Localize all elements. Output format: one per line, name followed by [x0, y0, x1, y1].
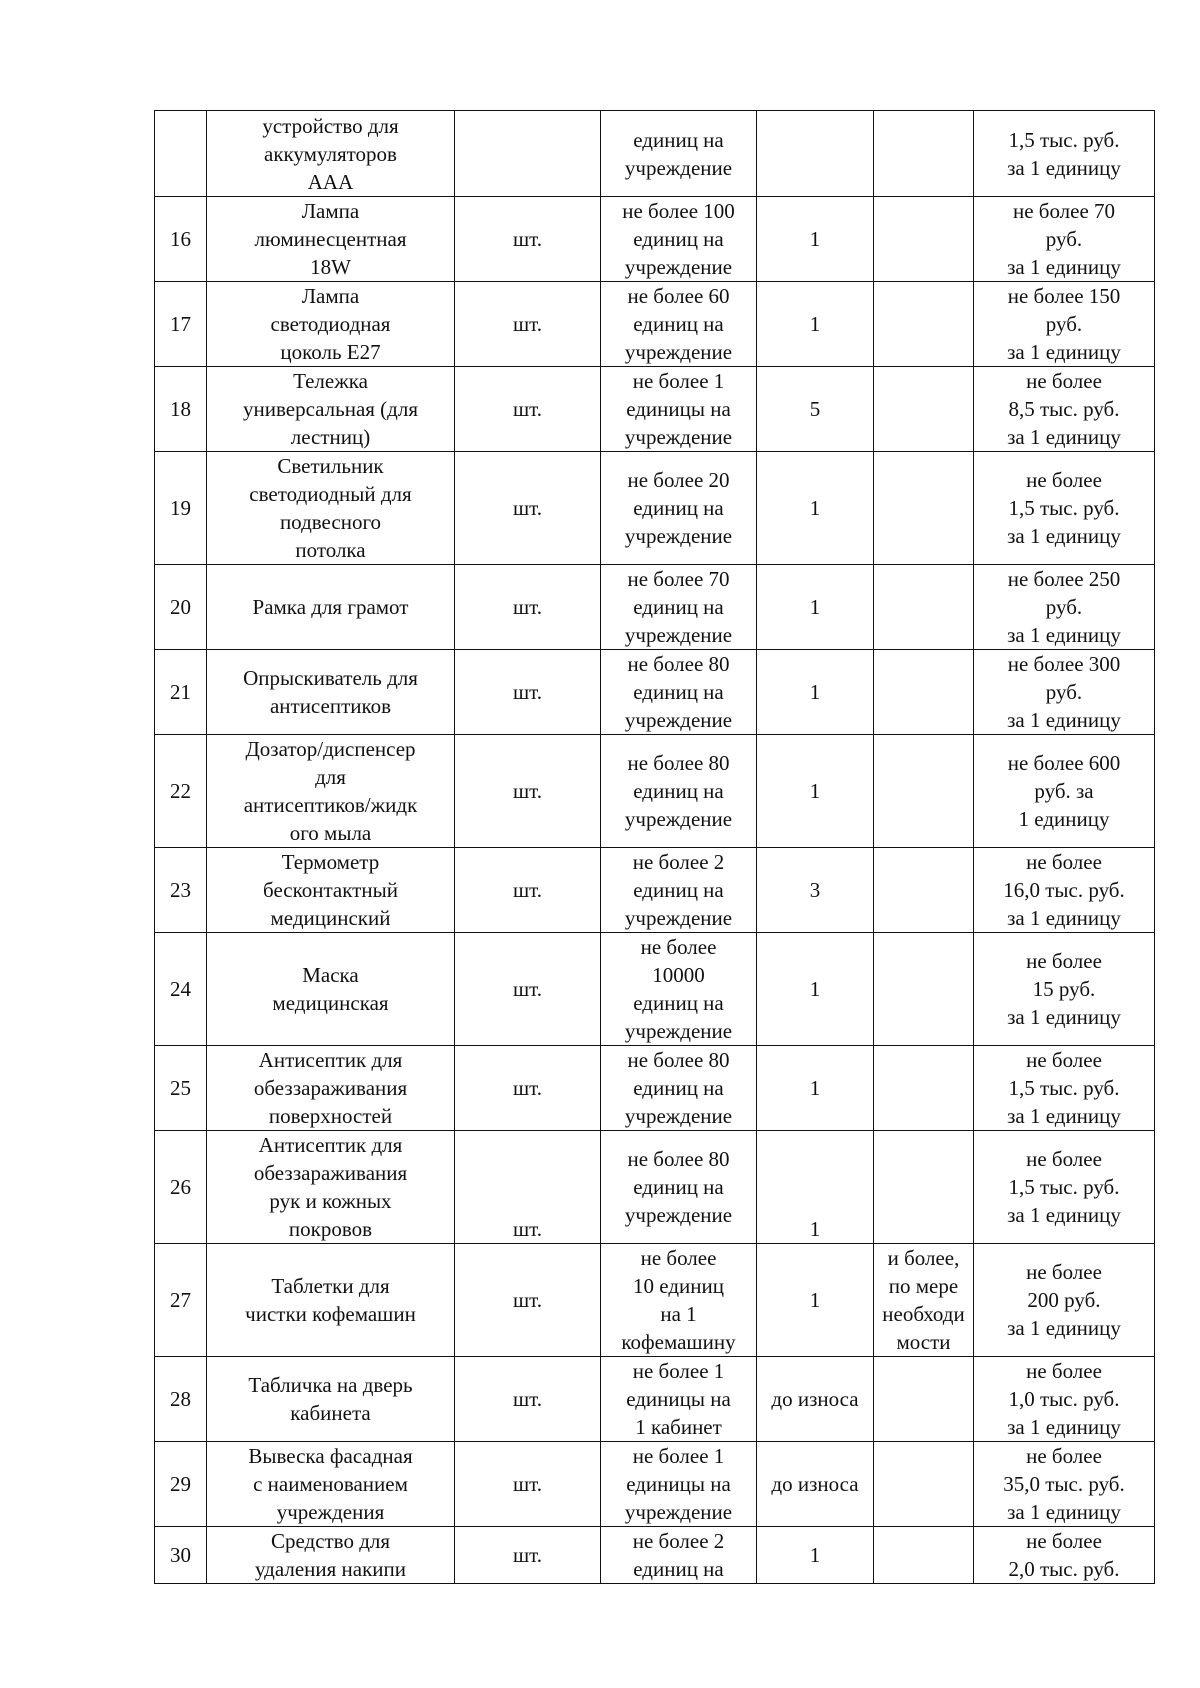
item-name: Средство для удаления накипи — [207, 1527, 455, 1584]
norm-cell: не более 70 единиц на учреждение — [601, 565, 757, 650]
price-cell: не более 15 руб. за 1 единицу — [974, 933, 1155, 1046]
note-cell — [874, 848, 974, 933]
note-cell — [874, 367, 974, 452]
row-number: 26 — [155, 1131, 207, 1244]
unit-cell: шт. — [455, 197, 601, 282]
note-cell — [874, 1357, 974, 1442]
price-cell: не более 70 руб. за 1 единицу — [974, 197, 1155, 282]
price-cell: не более 600 руб. за 1 единицу — [974, 735, 1155, 848]
row-number — [155, 111, 207, 197]
price-cell: не более 1,5 тыс. руб. за 1 единицу — [974, 1046, 1155, 1131]
quantity-cell: до износа — [757, 1442, 874, 1527]
table-row — [155, 452, 1155, 565]
note-cell: и более, по мере необходи мости — [874, 1244, 974, 1357]
norm-cell: не более 80 единиц на учреждение — [601, 650, 757, 735]
unit-cell — [455, 111, 601, 197]
price-cell: не более 1,5 тыс. руб. за 1 единицу — [974, 1131, 1155, 1244]
norm-cell: не более 20 единиц на учреждение — [601, 452, 757, 565]
norm-cell: не более 80 единиц на учреждение — [601, 1046, 757, 1131]
note-cell — [874, 1131, 974, 1244]
item-name: Вывеска фасадная с наименованием учреждения — [207, 1442, 455, 1527]
note-cell — [874, 1046, 974, 1131]
price-cell: не более 8,5 тыс. руб. за 1 единицу — [974, 367, 1155, 452]
table-row — [155, 1131, 1155, 1244]
norm-cell: не более 10000 единиц на учреждение — [601, 933, 757, 1046]
item-name: Опрыскиватель для антисептиков — [207, 650, 455, 735]
quantity-cell: 1 — [757, 452, 874, 565]
norm-cell: не более 1 единицы на учреждение — [601, 1442, 757, 1527]
table-row — [155, 933, 1155, 1046]
table-row — [155, 1527, 1155, 1584]
row-number: 28 — [155, 1357, 207, 1442]
row-number: 19 — [155, 452, 207, 565]
table-row — [155, 848, 1155, 933]
quantity-cell: 1 — [757, 1046, 874, 1131]
item-name: Светильник светодиодный для подвесного потолка — [207, 452, 455, 565]
row-number: 25 — [155, 1046, 207, 1131]
item-name: Тележка универсальная (для лестниц) — [207, 367, 455, 452]
item-name: Дозатор/диспенсер для антисептиков/жидк ого мыла — [207, 735, 455, 848]
row-number: 23 — [155, 848, 207, 933]
norm-cell: не более 1 единицы на учреждение — [601, 367, 757, 452]
unit-cell: шт. — [455, 1527, 601, 1584]
unit-cell: шт. — [455, 1046, 601, 1131]
quantity-cell: 1 — [757, 1527, 874, 1584]
price-cell: не более 200 руб. за 1 единицу — [974, 1244, 1155, 1357]
price-cell: не более 16,0 тыс. руб. за 1 единицу — [974, 848, 1155, 933]
unit-cell: шт. — [455, 1131, 601, 1244]
row-number: 20 — [155, 565, 207, 650]
price-cell: не более 300 руб. за 1 единицу — [974, 650, 1155, 735]
quantity-cell: 1 — [757, 282, 874, 367]
norm-cell: не более 1 единицы на 1 кабинет — [601, 1357, 757, 1442]
table-row — [155, 1046, 1155, 1131]
table-row — [155, 650, 1155, 735]
unit-cell: шт. — [455, 650, 601, 735]
unit-cell: шт. — [455, 282, 601, 367]
note-cell — [874, 111, 974, 197]
row-number: 24 — [155, 933, 207, 1046]
table-row — [155, 735, 1155, 848]
note-cell — [874, 197, 974, 282]
price-cell: не более 35,0 тыс. руб. за 1 единицу — [974, 1442, 1155, 1527]
quantity-cell: 1 — [757, 197, 874, 282]
table-row — [155, 111, 1155, 197]
row-number: 16 — [155, 197, 207, 282]
item-name: Табличка на дверь кабинета — [207, 1357, 455, 1442]
item-name: Лампа светодиодная цоколь Е27 — [207, 282, 455, 367]
norm-cell: не более 80 единиц на учреждение — [601, 1131, 757, 1244]
unit-cell: шт. — [455, 1357, 601, 1442]
note-cell — [874, 735, 974, 848]
norm-cell: не более 2 единиц на — [601, 1527, 757, 1584]
row-number: 18 — [155, 367, 207, 452]
quantity-cell: 1 — [757, 933, 874, 1046]
row-number: 17 — [155, 282, 207, 367]
item-name: Лампа люминесцентная 18W — [207, 197, 455, 282]
note-cell — [874, 650, 974, 735]
quantity-cell: до износа — [757, 1357, 874, 1442]
item-name: Таблетки для чистки кофемашин — [207, 1244, 455, 1357]
row-number: 22 — [155, 735, 207, 848]
unit-cell: шт. — [455, 565, 601, 650]
quantity-cell: 1 — [757, 1131, 874, 1244]
unit-cell: шт. — [455, 735, 601, 848]
norm-cell: не более 80 единиц на учреждение — [601, 735, 757, 848]
row-number: 27 — [155, 1244, 207, 1357]
norm-cell: не более 100 единиц на учреждение — [601, 197, 757, 282]
price-cell: не более 250 руб. за 1 единицу — [974, 565, 1155, 650]
item-name: Антисептик для обеззараживания поверхностей — [207, 1046, 455, 1131]
item-name: Рамка для грамот — [207, 565, 455, 650]
price-cell: не более 150 руб. за 1 единицу — [974, 282, 1155, 367]
note-cell — [874, 1527, 974, 1584]
quantity-cell: 1 — [757, 735, 874, 848]
price-cell: не более 1,0 тыс. руб. за 1 единицу — [974, 1357, 1155, 1442]
row-number: 21 — [155, 650, 207, 735]
unit-cell: шт. — [455, 452, 601, 565]
item-name: Термометр бесконтактный медицинский — [207, 848, 455, 933]
norms-table — [154, 110, 1155, 1584]
price-cell: 1,5 тыс. руб. за 1 единицу — [974, 111, 1155, 197]
table-row — [155, 367, 1155, 452]
note-cell — [874, 452, 974, 565]
table-row — [155, 565, 1155, 650]
quantity-cell — [757, 111, 874, 197]
norm-cell: не более 60 единиц на учреждение — [601, 282, 757, 367]
unit-cell: шт. — [455, 933, 601, 1046]
table-row — [155, 1244, 1155, 1357]
item-name: Антисептик для обеззараживания рук и кожных покровов — [207, 1131, 455, 1244]
quantity-cell: 3 — [757, 848, 874, 933]
table-row — [155, 1357, 1155, 1442]
row-number: 29 — [155, 1442, 207, 1527]
norm-cell: не более 2 единиц на учреждение — [601, 848, 757, 933]
unit-cell: шт. — [455, 848, 601, 933]
note-cell — [874, 1442, 974, 1527]
table-row — [155, 282, 1155, 367]
quantity-cell: 5 — [757, 367, 874, 452]
note-cell — [874, 565, 974, 650]
quantity-cell: 1 — [757, 650, 874, 735]
note-cell — [874, 282, 974, 367]
table-row — [155, 197, 1155, 282]
table-body — [155, 111, 1155, 1584]
norm-cell: не более 10 единиц на 1 кофемашину — [601, 1244, 757, 1357]
norm-cell: единиц на учреждение — [601, 111, 757, 197]
item-name: устройство для аккумуляторов ААА — [207, 111, 455, 197]
quantity-cell: 1 — [757, 565, 874, 650]
quantity-cell: 1 — [757, 1244, 874, 1357]
unit-cell: шт. — [455, 1244, 601, 1357]
price-cell: не более 2,0 тыс. руб. — [974, 1527, 1155, 1584]
price-cell: не более 1,5 тыс. руб. за 1 единицу — [974, 452, 1155, 565]
unit-cell: шт. — [455, 367, 601, 452]
table-row — [155, 1442, 1155, 1527]
row-number: 30 — [155, 1527, 207, 1584]
note-cell — [874, 933, 974, 1046]
unit-cell: шт. — [455, 1442, 601, 1527]
item-name: Маска медицинская — [207, 933, 455, 1046]
